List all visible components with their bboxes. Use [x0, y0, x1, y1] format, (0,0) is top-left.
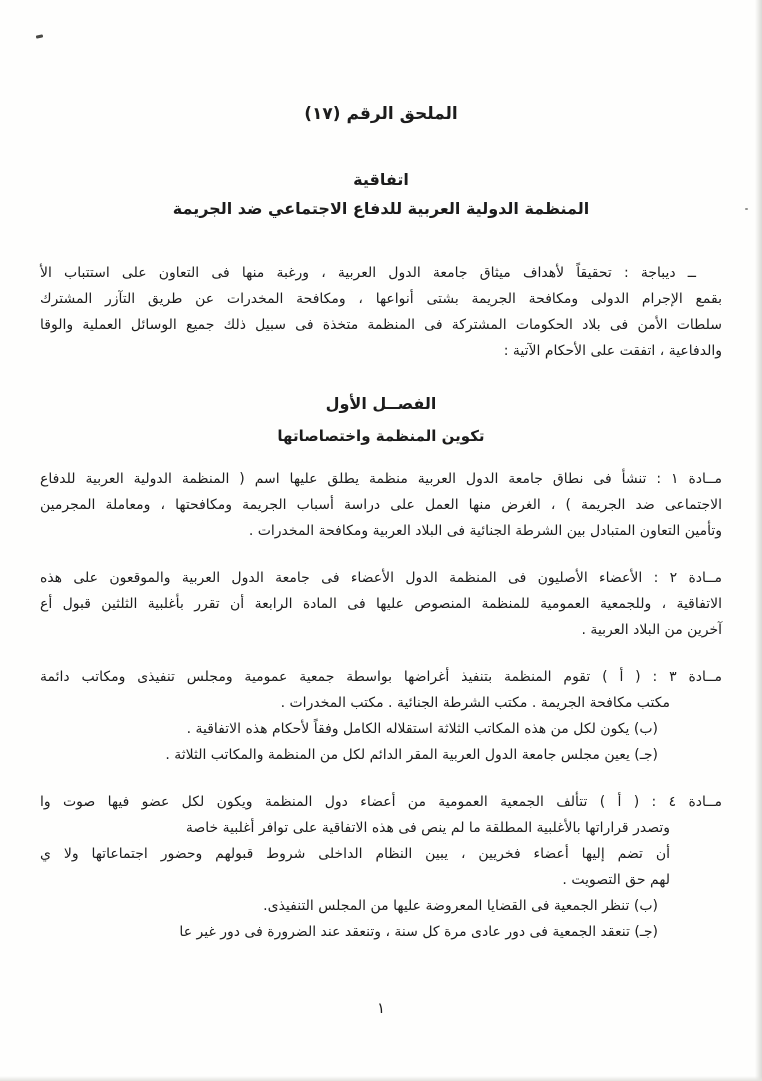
scan-edge-shadow-bottom [0, 1076, 762, 1081]
preamble-paragraph [40, 260, 722, 364]
text-line: ــ ديباجة : تحقيقاً لأهداف ميثاق جامعة الدول العربية ، ورغبة منها فى التعاون على استتباب الأ [40, 265, 696, 281]
document-type-heading: اتفاقية [353, 170, 409, 189]
text-line: سلطات الأمن فى بلاد الحكومات المشتركة فى المنظمة متخذة فى سبيل ذلك جميع الوسائل العملية والوقا [40, 317, 722, 333]
text-line: وتصدر قراراتها بالأغلبية المطلقة ما لم ينص فى هذه الاتفاقية على توافر أغلبية خاصة [185, 820, 670, 836]
text-line: بقمع الإجرام الدولى ومكافحة الجريمة بشتى أنواعها ، ومكافحة المخدرات عن طريق التآزر المشترك [40, 291, 722, 307]
text-line: (جـ) تنعقد الجمعية فى دور عادى مرة كل سنة ، وتنعقد عند الضرورة فى دور غير عا [179, 924, 658, 940]
text-line: مــادة ٢ : الأعضاء الأصليون فى المنظمة الدول الأعضاء فى جامعة الدول العربية والموقعون على هذه [40, 570, 722, 586]
text-line: (ب) تنظر الجمعية فى القضايا المعروضة عليها من المجلس التنفيذى. [263, 898, 658, 914]
text-line: مــادة ١ : تنشأ فى نطاق جامعة الدول العربية منظمة يطلق عليها اسم ( المنظمة الدولية العربية للدفاع [40, 471, 722, 487]
text-line: مــادة ٣ : ( أ ) تقوم المنظمة بتنفيذ أغراضها بواسطة جمعية عمومية ومجلس تنفيذى ومكاتب دائمة [40, 669, 722, 685]
text-line: وتأمين التعاون المتبادل بين الشرطة الجنائية فى البلاد العربية ومكافحة المخدرات . [248, 523, 722, 539]
document-title: المنظمة الدولية العربية للدفاع الاجتماعي ضد الجريمة [172, 199, 590, 218]
text-line: الاتفاقية ، وللجمعية العمومية للمنظمة المنصوص عليها فى المادة الرابعة أن تقرر بأغلبية الثلثين قبول أع [40, 596, 722, 612]
text-line: (ب) يكون لكل من هذه المكاتب الثلاثة استقلاله الكامل وفقاً لأحكام هذه الاتفاقية . [186, 721, 658, 737]
text-line: لهم حق التصويت . [562, 872, 670, 888]
chapter-subtitle: تكوين المنظمة واختصاصاتها [277, 427, 485, 445]
chapter-title: الفصــل الأول [325, 394, 437, 413]
appendix-title: الملحق الرقم (١٧) [304, 104, 458, 124]
text-line: الاجتماعى ضد الجريمة ) ، الغرض منها العمل على دراسة أسباب الجريمة ومكافحتها ، ومعاملة المجرمين [40, 497, 722, 513]
article-3 [40, 664, 722, 768]
article-1 [40, 466, 722, 544]
text-line: مكتب مكافحة الجريمة . مكتب الشرطة الجنائية . مكتب المخدرات . [280, 695, 670, 711]
text-line: والدفاعية ، اتفقت على الأحكام الآتية : [503, 343, 722, 359]
text-line: آخرين من البلاد العربية . [581, 622, 722, 638]
text-line: (جـ) يعين مجلس جامعة الدول العربية المقر الدائم لكل من المنظمة والمكاتب الثلاثة . [165, 747, 658, 763]
text-line: أن تضم إليها أعضاء فخريين ، يبين النظام الداخلى شروط قبولهم وحضور اجتماعاتها ولا ي [40, 846, 670, 862]
article-4 [40, 789, 722, 945]
page-number: ١ [376, 999, 386, 1017]
text-line: مــادة ٤ : ( أ ) تتألف الجمعية العمومية من أعضاء دول المنظمة ويكون لكل عضو فيها صوت وا [40, 794, 722, 810]
article-2 [40, 565, 722, 643]
